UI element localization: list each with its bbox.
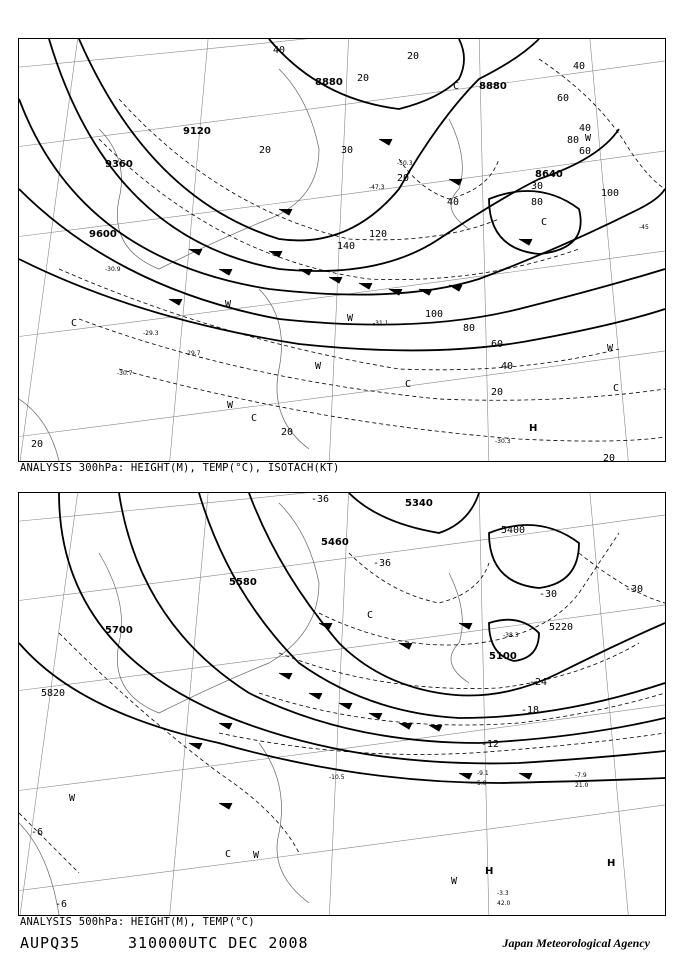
height-label: 5700 bbox=[105, 625, 133, 636]
height-label: 8880 bbox=[479, 81, 507, 92]
isotach-label: 60 bbox=[579, 146, 592, 157]
isotach-label: 120 bbox=[369, 229, 388, 240]
map-300hpa-svg bbox=[19, 39, 665, 461]
warm-center: W bbox=[225, 299, 232, 310]
height-label: 8880 bbox=[315, 77, 343, 88]
temp-label: -30.9 bbox=[105, 266, 121, 273]
warm-center: W bbox=[585, 133, 592, 144]
warm-center: W bbox=[451, 876, 458, 887]
isotach-label: 20 bbox=[407, 51, 420, 62]
station-label: 42.0 bbox=[497, 900, 511, 907]
temp-label: -30.7 bbox=[117, 370, 133, 377]
temp-label: -47.3 bbox=[369, 184, 385, 191]
map-300hpa bbox=[18, 38, 666, 462]
cold-center: C bbox=[71, 318, 78, 329]
map-500hpa bbox=[18, 492, 666, 916]
temp-label: -6 bbox=[55, 899, 68, 910]
isotach-label: 30 bbox=[531, 181, 544, 192]
cold-center: C bbox=[613, 383, 620, 394]
warm-center: W bbox=[315, 361, 322, 372]
isotach-label: 20 bbox=[603, 453, 616, 461]
isotach-label: 40 bbox=[273, 45, 286, 56]
height-label: 9600 bbox=[89, 229, 117, 240]
cold-center: C bbox=[541, 217, 548, 228]
temp-label: -12 bbox=[481, 739, 500, 750]
cold-center: C bbox=[225, 849, 232, 860]
isotach-label: 20 bbox=[281, 427, 294, 438]
high-center: H bbox=[607, 858, 616, 869]
high-center: H bbox=[529, 423, 538, 434]
chart-code: AUPQ35 bbox=[20, 934, 81, 952]
isotach-label: 80 bbox=[531, 197, 544, 208]
warm-center: W bbox=[347, 313, 354, 324]
temp-label: -36 bbox=[311, 494, 330, 505]
cold-center: C bbox=[367, 610, 374, 621]
height-label: 5580 bbox=[229, 577, 257, 588]
station-label: 21.0 bbox=[575, 782, 589, 789]
station-label: 5.0 bbox=[477, 780, 487, 787]
map-500hpa-svg bbox=[19, 493, 665, 915]
cold-center: C bbox=[453, 81, 460, 92]
temp-label: -18 bbox=[521, 705, 540, 716]
caption-300hpa: ANALYSIS 300hPa: HEIGHT(M), TEMP(°C), ISOTACH(KT) bbox=[20, 462, 340, 474]
height-label: 5220 bbox=[549, 622, 574, 633]
cold-center: C bbox=[405, 379, 412, 390]
height-label: 5820 bbox=[41, 688, 66, 699]
isotach-label: 40 bbox=[573, 61, 586, 72]
isotach-label: 100 bbox=[601, 188, 620, 199]
station-label: -3.3 bbox=[497, 890, 509, 897]
isotach-label: 40 bbox=[579, 123, 592, 134]
isotach-label: 140 bbox=[337, 241, 356, 252]
temp-label: -29.7 bbox=[185, 350, 201, 357]
temp-label: -30 bbox=[539, 589, 558, 600]
isotach-label: 100 bbox=[425, 309, 444, 320]
temp-label: -45 bbox=[639, 224, 649, 231]
station-label: -38.3 bbox=[503, 632, 519, 639]
temp-label: -50.3 bbox=[397, 160, 413, 167]
isotach-label: 40 bbox=[501, 361, 514, 372]
height-label: 8640 bbox=[535, 169, 563, 180]
warm-center: W bbox=[607, 343, 614, 354]
station-label: -10.5 bbox=[329, 774, 345, 781]
station-label: -7.9 bbox=[575, 772, 587, 779]
isotach-label: 20 bbox=[397, 173, 410, 184]
temp-label: -24 bbox=[529, 677, 548, 688]
isotach-label: 20 bbox=[259, 145, 272, 156]
height-label: 5460 bbox=[321, 537, 349, 548]
height-label: 9120 bbox=[183, 126, 211, 137]
temp-label: -31.1 bbox=[373, 320, 389, 327]
station-label: -9.1 bbox=[477, 770, 489, 777]
isotach-label: 60 bbox=[557, 93, 570, 104]
warm-center: W bbox=[227, 400, 234, 411]
temp-label: -30 bbox=[625, 584, 644, 595]
agency-name: Japan Meteorological Agency bbox=[502, 936, 650, 950]
isotach-label: 30 bbox=[341, 145, 354, 156]
warm-center: W bbox=[253, 850, 260, 861]
isotach-label: 80 bbox=[567, 135, 580, 146]
isotach-label: 20 bbox=[491, 387, 504, 398]
warm-center: W bbox=[69, 793, 76, 804]
caption-500hpa: ANALYSIS 500hPa: HEIGHT(M), TEMP(°C) bbox=[20, 916, 255, 928]
isotach-label: 80 bbox=[463, 323, 476, 334]
isotach-label: 40 bbox=[447, 197, 460, 208]
height-label: 5100 bbox=[489, 651, 517, 662]
cold-center: C bbox=[251, 413, 258, 424]
isotach-label: 60 bbox=[491, 339, 504, 350]
high-center: H bbox=[485, 866, 494, 877]
height-label: 9360 bbox=[105, 159, 133, 170]
temp-label: -29.3 bbox=[143, 330, 159, 337]
temp-label: -6 bbox=[31, 827, 44, 838]
isotach-label: 20 bbox=[31, 439, 44, 450]
analysis-time: 310000UTC DEC 2008 bbox=[128, 934, 309, 952]
isotach-label: 20 bbox=[357, 73, 370, 84]
temp-label: -36 bbox=[373, 558, 392, 569]
temp-label: -30.3 bbox=[495, 438, 511, 445]
height-label: 5340 bbox=[405, 498, 433, 509]
height-label: 5400 bbox=[501, 525, 526, 536]
